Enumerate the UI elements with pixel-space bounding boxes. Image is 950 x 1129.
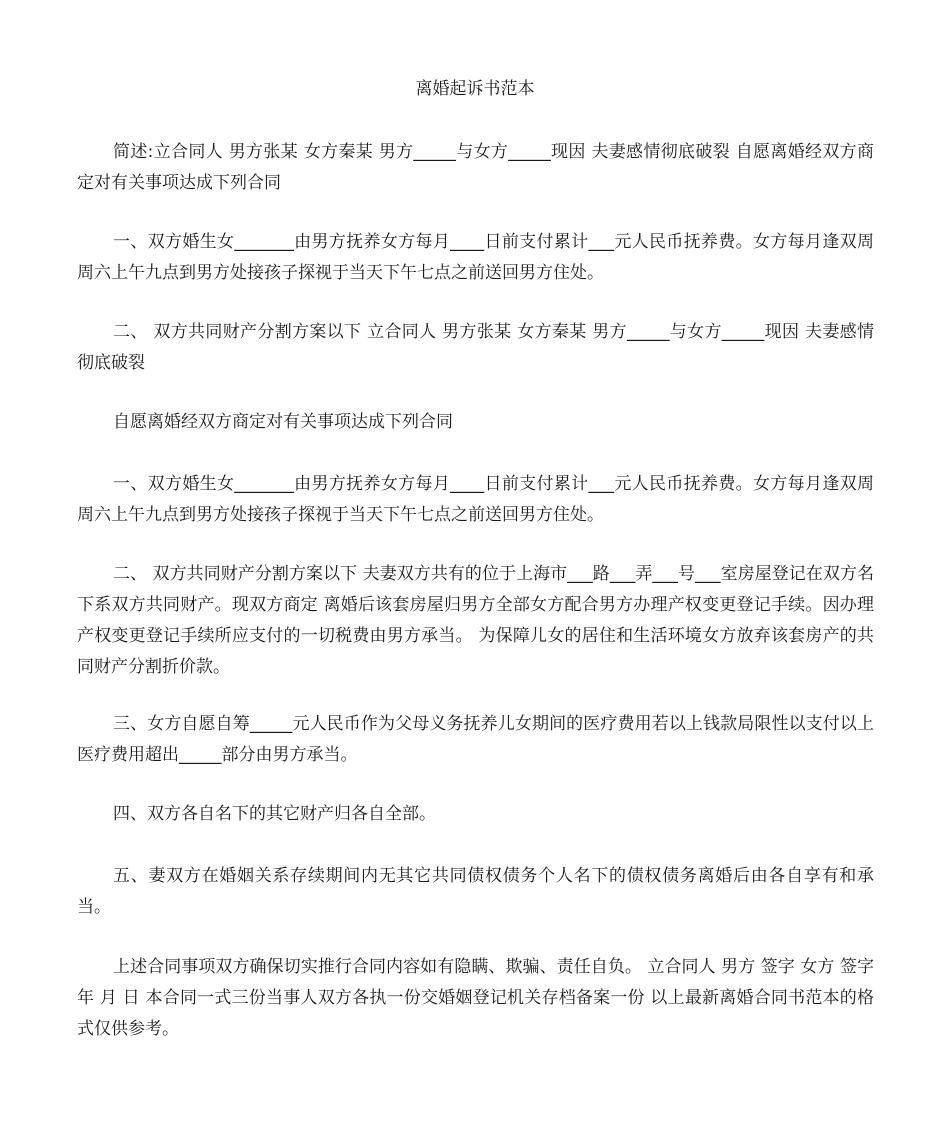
paragraph-other-property: 四、双方各自名下的其它财产归各自全部。 [113, 804, 436, 824]
paragraph-debts: 五、妻双方在婚姻关系存续期间内无其它共同债权债务个人名下的债权债务离婚后由各自享有和承当。 [77, 866, 874, 917]
paragraph-property-division: 二、 双方共同财产分割方案以下 夫妻双方共有的位于上海市___路___弄___号___室房屋登记在双方名下系双方共同财产。现双方商定 离婚后该套房屋归男方全部女方配合男方办理产权变更登记手续。因办理产权变更登记手续所应支付的一切税费由男方承当。 为保障儿女的居住和生活环境女方放弃该套房产的共同财产分割折价款。 [77, 564, 874, 677]
document-title: 离婚起诉书范本 [415, 79, 535, 99]
paragraph-child-custody: 一、双方婚生女_______由男方抚养女方每月____日前支付累计___元人民币抚养费。女方每月逢双周周六上午九点到男方处接孩子探视于当天下午七点之前送回男方住处。 [77, 232, 874, 283]
paragraph-closing: 上述合同事项双方确保切实推行合同内容如有隐瞒、欺骗、责任自负。 立合同人 男方 签字 女方 签字 年 月 日 本合同一式三份当事人双方各执一份交婚姻登记机关存档备案一份 以上最新离婚合同书范本的格式仅供参考。 [77, 957, 874, 1039]
paragraph-child-custody-2: 一、双方婚生女_______由男方抚养女方每月____日前支付累计___元人民币抚养费。女方每月逢双周周六上午九点到男方处接孩子探视于当天下午七点之前送回男方住处。 [77, 474, 874, 525]
paragraph-summary: 简述:立合同人 男方张某 女方秦某 男方_____与女方_____现因 夫妻感情彻底破裂 自愿离婚经双方商定对有关事项达成下列合同 [77, 142, 874, 193]
paragraph-agreement-intro: 自愿离婚经双方商定对有关事项达成下列合同 [113, 412, 453, 432]
paragraph-medical-expenses: 三、女方自愿自筹_____元人民币作为父母义务抚养儿女期间的医疗费用若以上钱款局限性以支付以上医疗费用超出_____部分由男方承当。 [77, 714, 874, 765]
paragraph-property-intro: 二、 双方共同财产分割方案以下 立合同人 男方张某 女方秦某 男方_____与女方_____现因 夫妻感情彻底破裂 [77, 322, 874, 373]
